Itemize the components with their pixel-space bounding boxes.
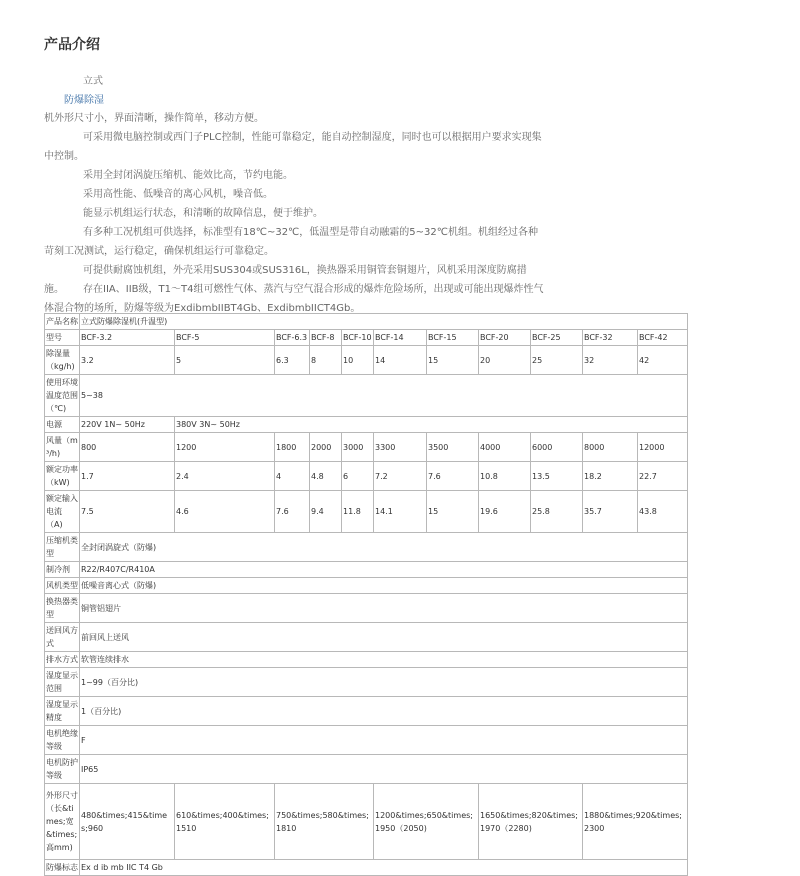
- intro-paragraph: 可采用微电脑控制或西门子PLC控制，性能可靠稳定，能自动控制湿度，同时也可以根据用户要求实现集中控制。: [44, 132, 542, 162]
- cell: 2000: [310, 433, 342, 462]
- subtitle-type: 立式: [83, 76, 103, 87]
- cell: BCF-32: [583, 330, 638, 346]
- cell: 1.7: [80, 462, 175, 491]
- intro-paragraph: 采用高性能、低噪音的离心风机，噪音低。: [83, 189, 273, 200]
- row-label: 风机类型: [45, 578, 80, 594]
- intro-paragraph: 可提供耐腐蚀机组，外壳采用SUS304或SUS316L，换热器采用铜管套铜翅片，风机采用深度防腐措施。: [44, 265, 527, 295]
- intro-paragraph: 有多种工况机组可供选择，标准型有18℃~32℃，低温型是带自动融霜的5~32℃机组。机组经过各种苛刻工况测试，运行稳定，确保机组运行可靠稳定。: [44, 227, 538, 257]
- row-label: 电源: [45, 417, 80, 433]
- table-row: [45, 652, 688, 668]
- spec-table: [44, 313, 688, 876]
- cell: 8000: [583, 433, 638, 462]
- row-label: 电机绝缘等级: [45, 726, 80, 755]
- cell: 220V 1N~ 50Hz: [80, 417, 175, 433]
- cell: 480&times;415&times;960: [80, 784, 175, 860]
- cell: 3300: [374, 433, 427, 462]
- table-row: [45, 462, 688, 491]
- row-label: 制冷剂: [45, 562, 80, 578]
- table-row: [45, 314, 688, 330]
- table-row: [45, 755, 688, 784]
- table-row: [45, 375, 688, 417]
- cell: 4: [275, 462, 310, 491]
- cell: 1800: [275, 433, 310, 462]
- cell: 10: [342, 346, 374, 375]
- cell: 35.7: [583, 491, 638, 533]
- cell: BCF-14: [374, 330, 427, 346]
- cell: 3000: [342, 433, 374, 462]
- cell: 软管连续排水: [80, 652, 688, 668]
- cell: 5~38: [80, 375, 688, 417]
- table-row: [45, 330, 688, 346]
- cell: 43.8: [638, 491, 688, 533]
- cell: 15: [427, 491, 479, 533]
- cell: 1~99（百分比): [80, 668, 688, 697]
- table-row: [45, 533, 688, 562]
- cell: 铜管铝翅片: [80, 594, 688, 623]
- cell: 4.8: [310, 462, 342, 491]
- cell: 低噪音离心式（防爆): [80, 578, 688, 594]
- cell: 42: [638, 346, 688, 375]
- row-label: 排水方式: [45, 652, 80, 668]
- cell: R22/R407C/R410A: [80, 562, 688, 578]
- intro-paragraph: 采用全封闭涡旋压缩机、能效比高，节约电能。: [83, 170, 293, 181]
- cell: 全封闭涡旋式（防爆): [80, 533, 688, 562]
- cell: 610&times;400&times;1510: [175, 784, 275, 860]
- cell: 7.6: [427, 462, 479, 491]
- row-label: 型号: [45, 330, 80, 346]
- cell: BCF-6.3: [275, 330, 310, 346]
- cell: BCF-15: [427, 330, 479, 346]
- row-label: 湿度显示精度: [45, 697, 80, 726]
- table-row: [45, 668, 688, 697]
- cell: 11.8: [342, 491, 374, 533]
- subtitle-category-link[interactable]: 防爆除湿: [64, 95, 104, 106]
- cell: 7.2: [374, 462, 427, 491]
- row-label: 使用环境温度范围（℃): [45, 375, 80, 417]
- cell: 9.4: [310, 491, 342, 533]
- row-label: 送回风方式: [45, 623, 80, 652]
- cell: BCF-25: [531, 330, 583, 346]
- cell: 6000: [531, 433, 583, 462]
- cell: 14: [374, 346, 427, 375]
- cell: 3.2: [80, 346, 175, 375]
- cell: BCF-20: [479, 330, 531, 346]
- table-row: [45, 578, 688, 594]
- cell: IP65: [80, 755, 688, 784]
- table-row: [45, 433, 688, 462]
- cell: 1200: [175, 433, 275, 462]
- cell: 20: [479, 346, 531, 375]
- cell: 8: [310, 346, 342, 375]
- cell: 19.6: [479, 491, 531, 533]
- table-row: [45, 623, 688, 652]
- cell: 22.7: [638, 462, 688, 491]
- row-label: 湿度显示范围: [45, 668, 80, 697]
- table-row: [45, 784, 688, 860]
- page-title: 产品介绍: [44, 37, 100, 53]
- cell: BCF-8: [310, 330, 342, 346]
- cell: BCF-3.2: [80, 330, 175, 346]
- table-row: [45, 491, 688, 533]
- intro-paragraph: 存在IIA、IIB级，T1～T4组可燃性气体、蒸汽与空气混合形成的爆炸危险场所，出现或可能出现爆炸性气体混合物的场所，防爆等级为ExdibmbIIBT4Gb、ExdibmbIICT4Gb。: [44, 284, 544, 314]
- cell: 5: [175, 346, 275, 375]
- row-label: 防爆标志: [45, 860, 80, 876]
- table-row: [45, 417, 688, 433]
- cell: 14.1: [374, 491, 427, 533]
- cell: 1（百分比): [80, 697, 688, 726]
- cell: 15: [427, 346, 479, 375]
- row-label: 电机防护等级: [45, 755, 80, 784]
- cell: 前回风上送风: [80, 623, 688, 652]
- cell: 1650&times;820&times;1970（2280): [479, 784, 583, 860]
- cell: 7.6: [275, 491, 310, 533]
- cell: 25.8: [531, 491, 583, 533]
- cell: 32: [583, 346, 638, 375]
- cell: 6: [342, 462, 374, 491]
- row-label: 产品名称: [45, 314, 80, 330]
- cell: 25: [531, 346, 583, 375]
- cell: BCF-10: [342, 330, 374, 346]
- cell: 1880&times;920&times;2300: [583, 784, 688, 860]
- cell: 2.4: [175, 462, 275, 491]
- cell: 4.6: [175, 491, 275, 533]
- table-row: [45, 726, 688, 755]
- row-label: 风量（m³/h): [45, 433, 80, 462]
- cell: 380V 3N~ 50Hz: [175, 417, 688, 433]
- cell: BCF-42: [638, 330, 688, 346]
- cell: 立式防爆除湿机(升温型): [80, 314, 688, 330]
- cell: 1200&times;650&times;1950（2050): [374, 784, 479, 860]
- cell: Ex d ib mb IIC T4 Gb: [80, 860, 688, 876]
- cell: 13.5: [531, 462, 583, 491]
- intro-paragraph: 机外形尺寸小，界面清晰，操作简单，移动方便。: [44, 113, 264, 124]
- cell: 18.2: [583, 462, 638, 491]
- row-label: 换热器类型: [45, 594, 80, 623]
- table-row: [45, 594, 688, 623]
- cell: 10.8: [479, 462, 531, 491]
- cell: 750&times;580&times;1810: [275, 784, 374, 860]
- row-label: 压缩机类型: [45, 533, 80, 562]
- cell: 7.5: [80, 491, 175, 533]
- cell: F: [80, 726, 688, 755]
- row-label: 外形尺寸（长&times;宽&times;高mm): [45, 784, 80, 860]
- cell: 3500: [427, 433, 479, 462]
- table-row: [45, 562, 688, 578]
- row-label: 额定输入电流（A): [45, 491, 80, 533]
- table-row: [45, 697, 688, 726]
- table-row: [45, 346, 688, 375]
- cell: 6.3: [275, 346, 310, 375]
- row-label: 额定功率（kW): [45, 462, 80, 491]
- intro-paragraph: 能显示机组运行状态，和清晰的故障信息，便于维护。: [83, 208, 323, 219]
- cell: 12000: [638, 433, 688, 462]
- cell: 4000: [479, 433, 531, 462]
- row-label: 除湿量（kg/h): [45, 346, 80, 375]
- cell: 800: [80, 433, 175, 462]
- cell: BCF-5: [175, 330, 275, 346]
